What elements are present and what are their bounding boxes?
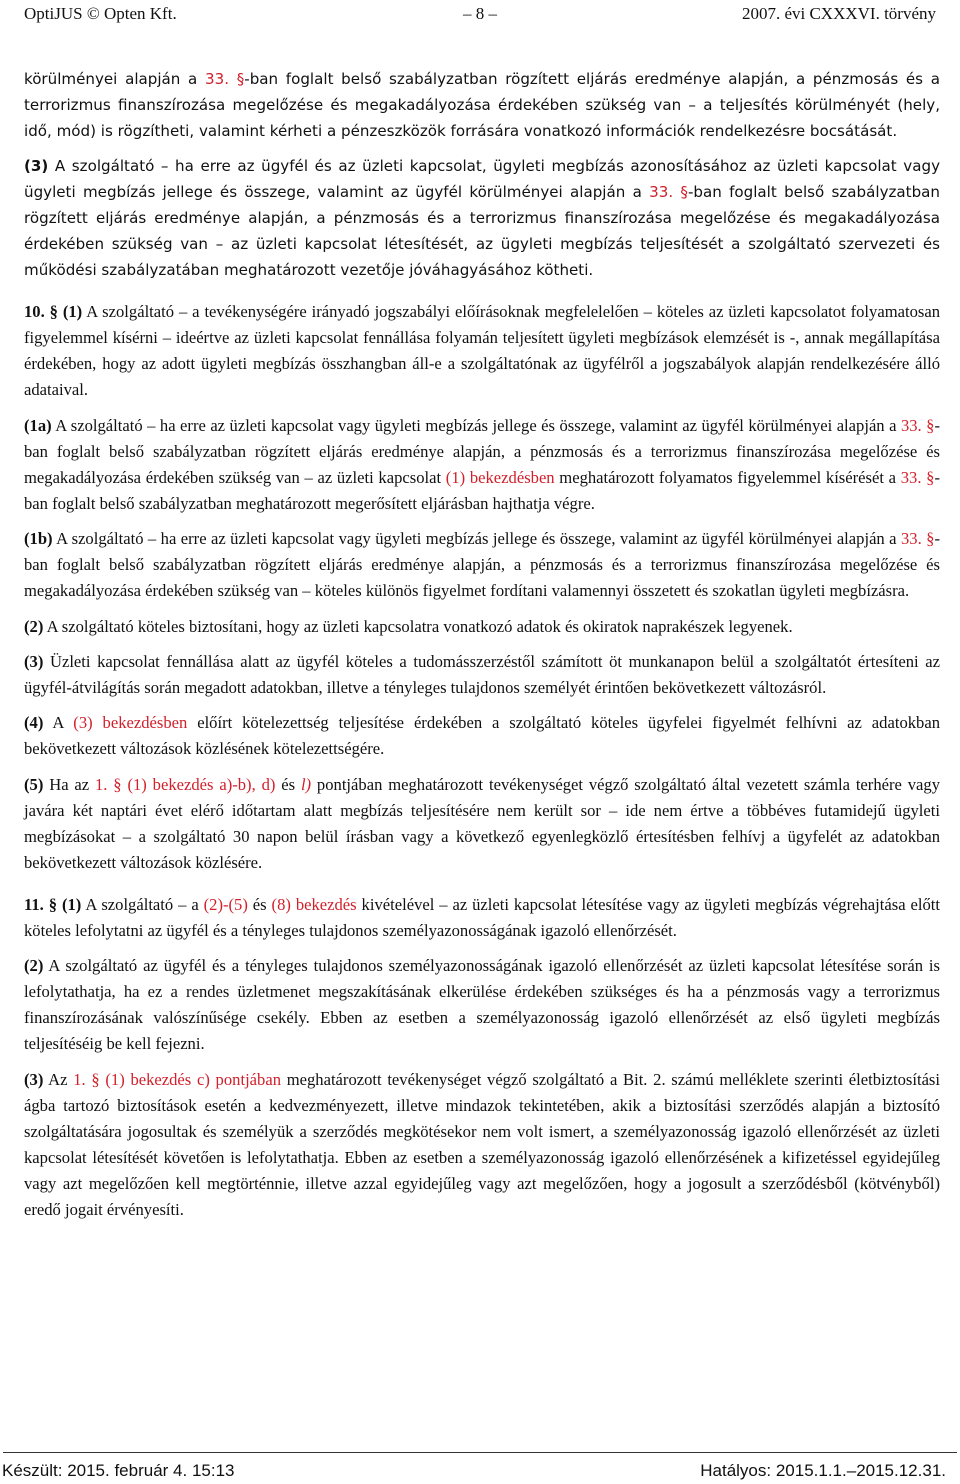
text: Ha az — [43, 774, 95, 794]
paragraph-link-1[interactable]: (1) bekezdésben — [445, 467, 555, 487]
text: előírt kötelezettség teljesítése érdekében a szolgáltató köteles ügyfelei figyelmét felhívni az adatokban bekövetkezett változások közlésének kötelezettségére. — [24, 713, 940, 759]
section-link-33[interactable]: 33. — [649, 183, 674, 202]
paragraph-number: (3) — [24, 157, 49, 176]
text: és — [275, 774, 301, 794]
paragraph-number: (1) — [61, 894, 82, 914]
text: meghatározott tevékenységet végző szolgáltató a Bit. 2. számú melléklete szerinti életbiztosítási ágba tartozó biztosítások esetén a kedvezményezett, illetve mindazok tekintetében, akik a biztosítási szerződés alapján a biztosító szolgáltatására jogosultak és személyük a szerződés megkötésekor nem volt ismert, a személyazonosság igazoló ellenőrzését az üzleti kapcsolat létesítését követően is lefolytathatja. Ebben az esetben a személyazonosság igazoló ellenőrzésének a kifizetéssel egyidejűleg vagy azt megelőzően kell megtörténnie, illetve azzal egyidejűleg vagy azt megelőzően, hogy a jogosult a szerződésből (kötvényből) eredő jogait érvényesíti. — [24, 1069, 941, 1219]
text: A szolgáltató köteles biztosítani, hogy az üzleti kapcsolatra vonatkozó adatok és okiratok naprakészek legyenek. — [43, 616, 793, 636]
section-link-symbol[interactable]: § — [921, 467, 935, 487]
text: és — [247, 894, 272, 914]
section-number: 10. § — [24, 302, 58, 322]
text: pontjában meghatározott tevékenységet végző szolgáltató által vezetett számla terhére vagy javára két naptári évet elérő időtartam alatt megbízás teljesítésére nem került sor – ide nem értve a többéves futamidejű ügyleti megbízásokat – a szolgáltató 30 napon belül írásban vagy a következő egyenlegközlő értesítésben felhívj a ügyfelét az adatokban bekövetkezett változások közlésére. — [24, 774, 940, 872]
document-body — [24, 66, 940, 1232]
text: A szolgáltató – ha erre az üzleti kapcsolat vagy ügyleti megbízás jellege és összege, valamint az ügyfél körülményei alapján a — [51, 415, 901, 435]
section-10-paragraph-1 — [24, 299, 940, 403]
section-link-symbol[interactable]: § — [921, 415, 935, 435]
paragraph-link-3[interactable]: (3) bekezdésben — [73, 713, 188, 733]
section-10-paragraph-1a — [24, 413, 940, 517]
text: Az — [43, 1069, 74, 1089]
section-link-33[interactable]: 33. — [900, 467, 922, 487]
section-11-paragraph-1 — [24, 892, 940, 944]
text: A szolgáltató – ha erre az ügyfél és az üzleti kapcsolat, ügyleti megbízás azonosításához az üzleti kapcsolat vagy ügyleti megbízás jellege és összege, valamint az ügyfél körülményei alapján a — [24, 157, 940, 202]
paragraph-number: (3) — [24, 651, 44, 671]
paragraph-number: (4) — [24, 713, 44, 733]
paragraph-number: (2) — [24, 616, 44, 636]
paragraph-9-3 — [24, 153, 940, 283]
text: A szolgáltató – a tevékenységére irányadó jogszabályi előírásoknak megfelelelően – köteles az üzleti kapcsolatot folyamatosan figyelemmel kísérni – ideértve az üzleti kapcsolat fennállása folyamán teljesített ügyleti megbízások elemzését is -, annak megállapítása érdekében, hogy az adott ügyleti megbízás összhangban áll-e a szolgáltatónak az ügyfélről a jogszabályok alapján rendelkezésére álló adataival. — [24, 302, 940, 400]
point-link-c[interactable]: (1) bekezdés c) pontjában — [99, 1069, 281, 1089]
section-link-33[interactable]: 33. — [205, 70, 230, 88]
text: -ban foglalt belső szabályzatban rögzített eljárás eredménye alapján, a pénzmosás és a terrorizmus finanszírozása megelőzése és megakadályozása érdekében szükség van – a teljesítés körülményét (hely, idő, mód) is rögzítheti, valamint kérheti a pénzeszközök forrására vonatkozó információk rendelkezésre bocsátását. — [24, 70, 940, 140]
section-link-33[interactable]: 33. — [900, 415, 922, 435]
section-number: 11. § — [24, 894, 58, 914]
paragraph-link-8[interactable]: (8) bekezdés — [271, 894, 357, 914]
text: -ban foglalt belső szabályzatban rögzített eljárás eredménye alapján, a pénzmosás és a terrorizmus finanszírozása megelőzése és megakadályozása érdekében szükség van – az üzleti kapcsolat létesítését, az ügyleti megbízás teljesítését a szolgáltató szervezeti és működési szabályzatában meghatározott vezetője jóváhagyásához kötheti. — [24, 183, 940, 280]
section-link-symbol[interactable]: § — [85, 1069, 100, 1089]
section-link-symbol[interactable]: § — [107, 774, 122, 794]
footer-divider — [3, 1452, 957, 1453]
section-11-paragraph-2 — [24, 953, 940, 1057]
text: meghatározott folyamatos figyelemmel kísérését a — [554, 467, 901, 487]
text: A szolgáltató – ha erre az üzleti kapcsolat vagy ügyleti megbízás jellege és összege, valamint az ügyfél körülményei alapján a — [52, 529, 901, 549]
section-link-symbol[interactable]: § — [229, 70, 245, 88]
text: A szolgáltató az ügyfél és a tényleges tulajdonos személyazonosságának igazoló ellenőrzését az üzleti kapcsolat létesítése során is lefolytathatja, ha ez a rendes üzletmenet megszakításának elkerülése érdekében szükséges és ha a pénzmosás vagy a terrorizmus finanszírozásának valószínűsége csekély. Ebben az esetben a személyazonosság igazoló ellenőrzését az első ügyleti megbízás teljesítéséig be kell fejezni. — [24, 956, 940, 1054]
text: körülményei alapján a — [24, 70, 205, 88]
paragraph-number: (1b) — [24, 529, 53, 549]
paragraph-intro — [24, 66, 940, 144]
text: -ban foglalt belső szabályzatban rögzített eljárás eredménye alapján, a pénzmosás és a terrorizmus finanszírozása megelőzése és megakadályozása érdekében szükség van – köteles különös figyelmet fordítani valamennyi összetett és szokatlan ügyleti megbízásra. — [24, 529, 941, 601]
section-10-paragraph-1b — [24, 526, 940, 604]
paragraph-link-2-5[interactable]: (2)-(5) — [203, 894, 248, 914]
footer-effective-period: Hatályos: 2015.1.1.–2015.12.31. — [700, 1461, 946, 1480]
header-law-title: 2007. évi CXXXVI. törvény — [741, 4, 936, 23]
paragraph-number: (1a) — [24, 415, 52, 435]
section-10-paragraph-2 — [24, 614, 940, 640]
paragraph-number: (5) — [24, 774, 44, 794]
page-footer — [2, 1459, 946, 1483]
page-header — [24, 2, 936, 26]
section-10-paragraph-5 — [24, 772, 940, 876]
section-11-paragraph-3 — [24, 1067, 940, 1223]
section-link-1[interactable]: 1. — [73, 1069, 86, 1089]
text: Üzleti kapcsolat fennállása alatt az ügyfél köteles a tudomásszerzéstől számított öt munkanapon belül a szolgáltatót értesíteni az ügyfél-átvilágítás során megadott adatokban, illetve a tényleges tulajdonos személyét érintően bekövetkezett változásról. — [24, 651, 940, 697]
section-link-symbol[interactable]: § — [921, 529, 935, 549]
paragraph-number: (1) — [62, 302, 83, 322]
header-publisher: OptiJUS © Opten Kft. — [24, 4, 177, 23]
section-10-paragraph-3 — [24, 649, 940, 701]
paragraph-number: (3) — [24, 1069, 44, 1089]
section-10-paragraph-4 — [24, 710, 940, 762]
section-link-symbol[interactable]: § — [673, 183, 688, 202]
footer-created-date: Készült: 2015. február 4. 15:13 — [2, 1461, 235, 1480]
text: -ban foglalt belső szabályzatban rögzített eljárás eredménye alapján, a pénzmosás és a terrorizmus finanszírozása megelőzése és megakadályozása érdekében szükség van – az üzleti kapcsolat — [24, 415, 940, 487]
point-link-a-b-d[interactable]: (1) bekezdés a)-b), d) — [121, 774, 276, 794]
text: A — [43, 713, 74, 733]
header-page-number: – 8 – — [463, 4, 497, 23]
text: A szolgáltató – a — [81, 894, 204, 914]
text: kivételével – az üzleti kapcsolat létesítése vagy az ügyleti megbízás végrehajtása előtt köteles lefolytatni az ügyfél és a tényleges tulajdonos személyazonosságának igazoló ellenőrzését. — [24, 894, 940, 940]
section-link-33[interactable]: 33. — [900, 529, 922, 549]
paragraph-number: (2) — [24, 956, 44, 976]
section-link-1[interactable]: 1. — [95, 774, 108, 794]
text: -ban foglalt belső szabályzatban meghatározott megerősített eljárásban hajthatja végre. — [24, 467, 940, 513]
point-link-l[interactable]: l) — [300, 774, 312, 794]
